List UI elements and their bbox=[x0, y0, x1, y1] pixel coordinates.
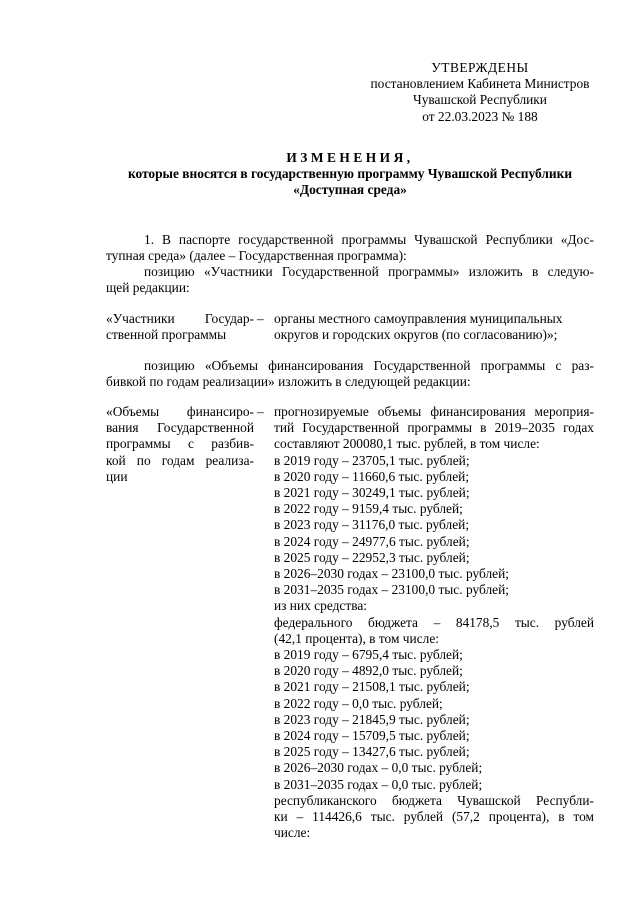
paragraph-3-line-2: бивкой по годам реализации» изложить в следующей редакции: bbox=[106, 374, 471, 390]
funding-line: в 2023 году – 31176,0 тыс. рублей; bbox=[274, 517, 470, 533]
funding-line: (42,1 процента), в том числе: bbox=[274, 630, 439, 646]
funding-line: ки – 114426,6 тыс. рублей (57,2 процента), в том bbox=[274, 809, 594, 825]
paragraph-1-line-1: 1. В паспорте государственной программы Чувашской Республики «Дос- bbox=[144, 232, 594, 247]
participants-value bbox=[274, 311, 594, 343]
funding-label-line-2: вания Государственной bbox=[106, 420, 254, 436]
approval-line-1: постановлением Кабинета Министров bbox=[370, 76, 590, 92]
funding-line: в 2023 году – 21845,9 тыс. рублей; bbox=[274, 711, 470, 727]
funding-line: в 2021 году – 30249,1 тыс. рублей; bbox=[274, 485, 470, 501]
title-sub-1: которые вносятся в государственную программу Чувашской Республики bbox=[127, 166, 573, 182]
funding-line: в 2021 году – 21508,1 тыс. рублей; bbox=[274, 679, 470, 695]
approval-heading: УТВЕРЖДЕНЫ bbox=[431, 60, 529, 75]
document-title bbox=[100, 150, 600, 199]
funding-line: тий Государственной программы в 2019–2035 годах bbox=[274, 420, 594, 436]
funding-line: республиканского бюджета Чувашской Республи- bbox=[274, 792, 594, 808]
funding-label-line-1: «Объемы финансиро- bbox=[106, 404, 254, 419]
funding-label bbox=[106, 404, 254, 485]
funding-value bbox=[274, 404, 594, 841]
funding-line: в 2024 году – 24977,6 тыс. рублей; bbox=[274, 533, 470, 549]
funding-label-line-4: кой по годам реализа- bbox=[106, 452, 254, 468]
paragraph-2-line-1: позицию «Участники Государственной программы» изложить в следую- bbox=[144, 264, 594, 279]
title-sub-2: «Доступная среда» bbox=[293, 182, 407, 198]
funding-line: в 2026–2030 годах – 0,0 тыс. рублей; bbox=[274, 760, 483, 776]
funding-line: федерального бюджета – 84178,5 тыс. рублей bbox=[274, 614, 594, 630]
participants-label bbox=[106, 311, 254, 343]
funding-line: прогнозируемые объемы финансирования мероприя- bbox=[274, 404, 594, 419]
paragraph-2 bbox=[106, 264, 594, 296]
funding-line: в 2025 году – 13427,6 тыс. рублей; bbox=[274, 744, 470, 760]
funding-line: в 2025 году – 22952,3 тыс. рублей; bbox=[274, 549, 470, 565]
participants-label-line-1: «Участники Государ- bbox=[106, 311, 254, 326]
paragraph-1 bbox=[106, 232, 594, 264]
funding-line: в 2020 году – 4892,0 тыс. рублей; bbox=[274, 663, 463, 679]
funding-dash: – bbox=[257, 404, 264, 419]
funding-line: в 2024 году – 15709,5 тыс. рублей; bbox=[274, 728, 470, 744]
title-main: ИЗМЕНЕНИЯ, bbox=[286, 150, 414, 165]
funding-label-line-3: программы с разбив- bbox=[106, 436, 254, 452]
paragraph-2-line-2: щей редакции: bbox=[106, 280, 190, 296]
funding-line: в 2031–2035 годах – 23100,0 тыс. рублей; bbox=[274, 582, 509, 598]
funding-line: в 2019 году – 6795,4 тыс. рублей; bbox=[274, 647, 463, 663]
funding-line: в 2019 году – 23705,1 тыс. рублей; bbox=[274, 452, 470, 468]
funding-line: числе: bbox=[274, 825, 311, 841]
funding-line: в 2031–2035 годах – 0,0 тыс. рублей; bbox=[274, 776, 483, 792]
paragraph-3 bbox=[106, 358, 594, 390]
funding-line: составляют 200080,1 тыс. рублей, в том числе: bbox=[274, 436, 540, 452]
approval-line-2: Чувашской Республики bbox=[413, 92, 547, 108]
funding-label-line-5: ции bbox=[106, 468, 128, 484]
participants-dash: – bbox=[257, 311, 264, 326]
approval-block bbox=[330, 60, 630, 125]
funding-line: в 2022 году – 0,0 тыс. рублей; bbox=[274, 695, 443, 711]
participants-value-line-2: округов и городских округов (по согласованию)»; bbox=[274, 327, 558, 343]
paragraph-3-line-1: позицию «Объемы финансирования Государственной программы с раз- bbox=[144, 358, 594, 373]
funding-line: в 2020 году – 11660,6 тыс. рублей; bbox=[274, 468, 470, 484]
participants-label-line-2: ственной программы bbox=[106, 327, 227, 343]
participants-value-line-1: органы местного самоуправления муниципальных bbox=[274, 311, 563, 326]
approval-line-3: от 22.03.2023 № 188 bbox=[422, 108, 538, 124]
funding-line: в 2026–2030 годах – 23100,0 тыс. рублей; bbox=[274, 566, 509, 582]
funding-line: в 2022 году – 9159,4 тыс. рублей; bbox=[274, 501, 463, 517]
funding-line: из них средства: bbox=[274, 598, 368, 614]
paragraph-1-line-2: тупная среда» (далее – Государственная программа): bbox=[106, 248, 407, 264]
